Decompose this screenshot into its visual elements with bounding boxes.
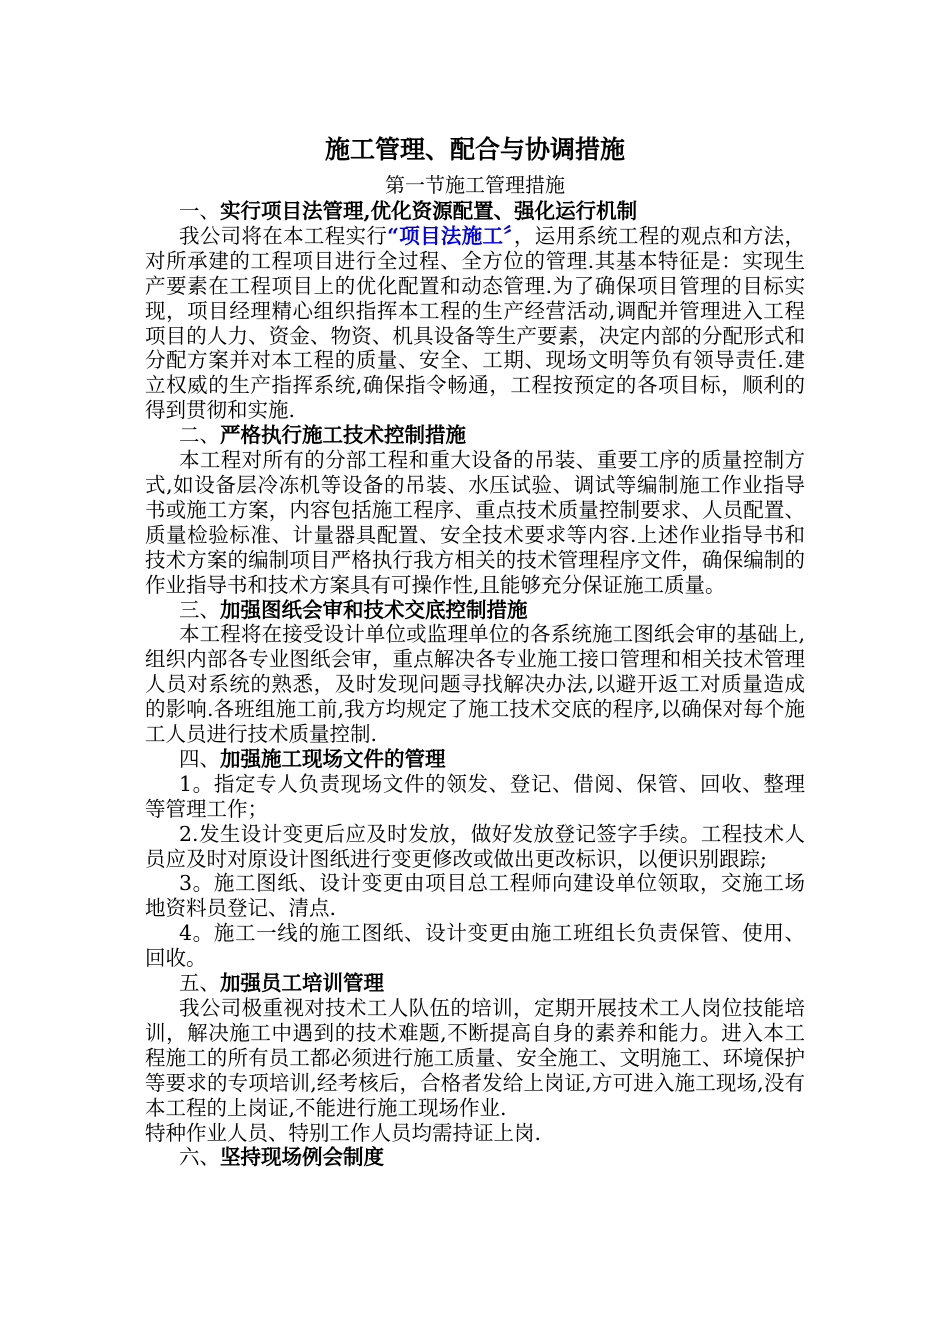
- paragraph-5: 我公司极重视对技术工人队伍的培训，定期开展技术工人岗位技能培训，解决施工中遇到的技术难题,不断提高自身的素养和能力。进入本工程施工的所有员工都必须进行施工质量、安全施工、文明施工、环境保护等要求的专项培训,经考核后，合格者发给上岗证,方可进入施工现场,没有本工程的上岗证,不能进行施工现场作业.: [145, 996, 805, 1120]
- heading-5-text: 加强员工培训管理: [220, 971, 384, 996]
- list-item: 4。施工一线的施工图纸、设计变更由施工班组长负责保管、使用、回收。: [145, 921, 805, 971]
- heading-6-text: 坚持现场例会制度: [220, 1145, 384, 1170]
- paragraph-2: 本工程对所有的分部工程和重大设备的吊装、重要工序的质量控制方式,如设备层冷冻机等设备的吊装、水压试验、调试等编制施工作业指导书或施工方案，内容包括施工程序、重点技术质量控制要求、人员配置、质量检验标准、计量器具配置、安全技术要求等内容.上述作业指导书和技术方案的编制项目严格执行我方相关的技术管理程序文件，确保编制的作业指导书和技术方案具有可操作性,且能够充分保证施工质量。: [145, 448, 805, 597]
- list-item: 1。指定专人负责现场文件的领发、登记、借阅、保管、回收、整理等管理工作；: [145, 771, 805, 821]
- heading-6-number: 六、: [179, 1145, 220, 1170]
- heading-5-number: 五、: [179, 971, 220, 996]
- heading-2: [145, 423, 805, 448]
- paragraph-1-start: 我公司将在本工程实行: [179, 223, 388, 248]
- paragraph-1-rest: ，运用系统工程的观点和方法，对所承建的工程项目进行全过程、全方位的管理.其基本特征是：实现生产要素在工程项目上的优化配置和动态管理.为了确保项目管理的目标实现，项目经理精心组织指挥本工程的生产经营活动,调配并管理进入工程项目的人力、资金、物资、机具设备等生产要素，决定内部的分配形式和分配方案并对本工程的质量、安全、工期、现场文明等负有领导责任.建立权威的生产指挥系统,确保指令畅通，工程按预定的各项目标，顺利的得到贯彻和实施.: [145, 223, 806, 423]
- heading-1: [145, 199, 805, 224]
- document-body: [145, 199, 805, 1170]
- heading-1-text: 实行项目法管理,优化资源配置、强化运行机制: [220, 199, 638, 223]
- heading-2-text: 严格执行施工技术控制措施: [220, 423, 466, 448]
- list-item: 3。施工图纸、设计变更由项目总工程师向建设单位领取，交施工场地资料员登记、清点.: [145, 871, 805, 921]
- paragraph-5-continuation: 特种作业人员、特别工作人员均需持证上岗.: [145, 1120, 542, 1145]
- heading-3: [145, 598, 805, 623]
- document-title: 施工管理、配合与协调措施: [324, 135, 625, 164]
- section-title: 第一节施工管理措施: [385, 173, 565, 197]
- paragraph-3: 本工程将在接受设计单位或监理单位的各系统施工图纸会审的基础上,组织内部各专业图纸会审，重点解决各专业施工接口管理和相关技术管理人员对系统的熟悉，及时发现问题寻找解决办法,以避开返工对质量造成的影响.各班组施工前,我方均规定了施工技术交底的程序,以确保对每个施工人员进行技术质量控制.: [145, 622, 805, 747]
- heading-4-text: 加强施工现场文件的管理: [220, 746, 446, 771]
- highlighted-term: “项目法施工〞: [387, 223, 514, 248]
- heading-4: [145, 747, 805, 772]
- paragraph-1: [145, 224, 805, 423]
- heading-5: [145, 971, 805, 996]
- list-item: 2.发生设计变更后应及时发放，做好发放登记签字手续。工程技术人员应及时对原设计图纸进行变更修改或做出更改标识，以便识别跟踪;: [145, 821, 805, 871]
- heading-6: [145, 1145, 805, 1170]
- heading-4-number: 四、: [179, 746, 220, 771]
- heading-3-number: 三、: [179, 597, 220, 622]
- heading-3-text: 加强图纸会审和技术交底控制措施: [220, 597, 528, 622]
- heading-1-number: 一、: [179, 199, 220, 223]
- heading-2-number: 二、: [179, 423, 220, 448]
